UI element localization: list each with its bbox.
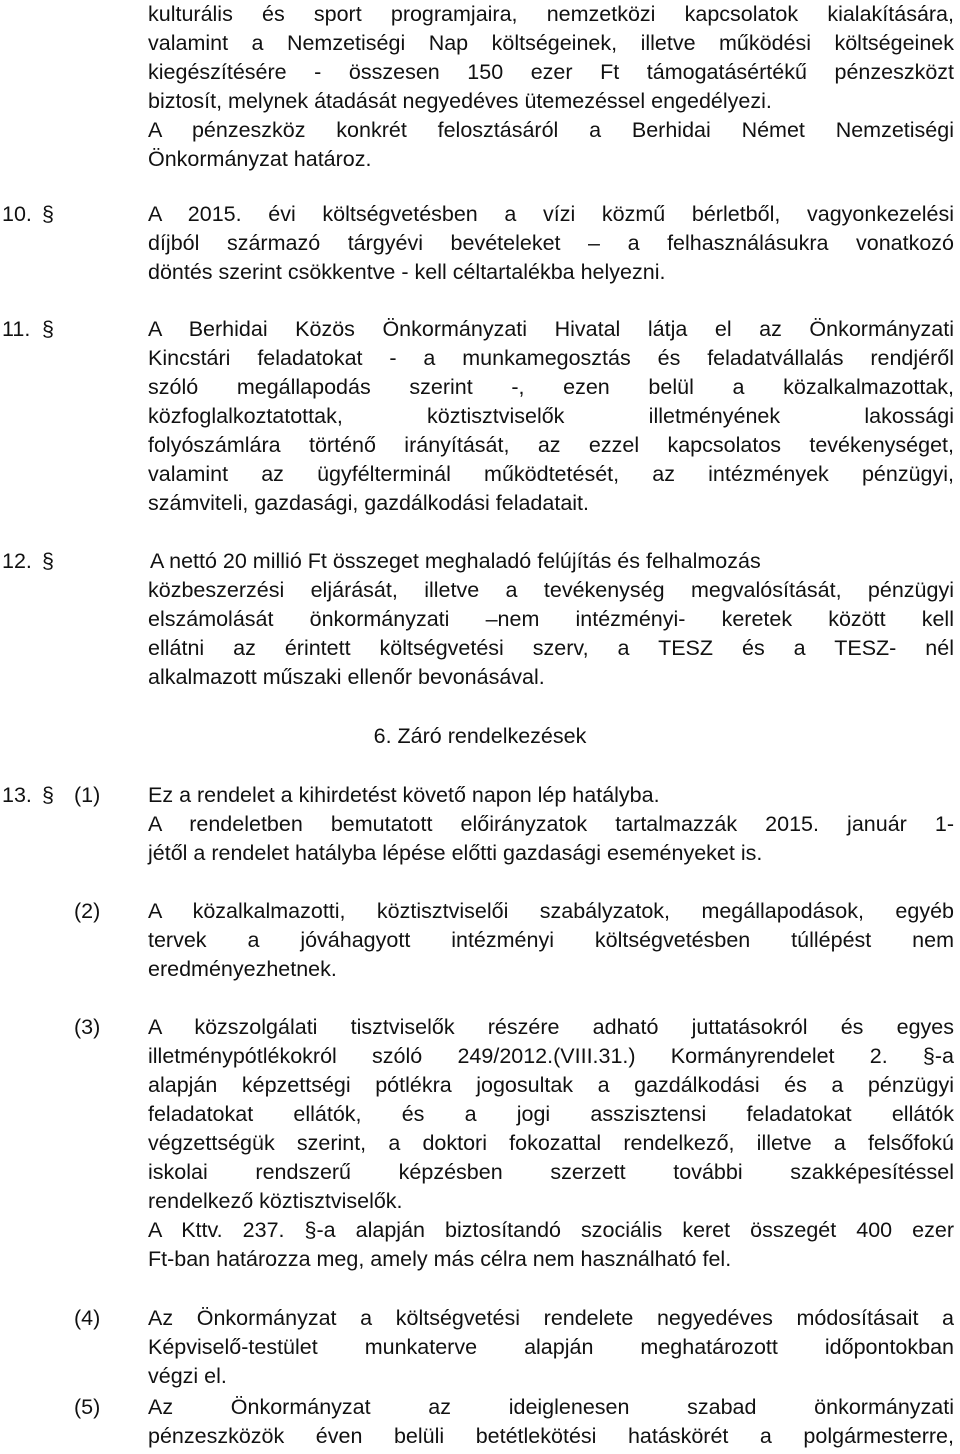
subsection-label: (3) (74, 1015, 101, 1039)
subsection-line: illetménypótlékokról szóló 249/2012.(VIII.31.) Kormányrendelet 2. §-a (148, 1044, 954, 1068)
section-line: szóló megállapodás szerint -, ezen belül a közalkalmazottak, (148, 375, 954, 399)
section-line: ellátni az érintett költségvetési szerv, a TESZ és a TESZ- nél (148, 636, 954, 660)
subsection-line: végzettségük szerint, a doktori fokozattal rendelkező, illetve a felsőfokú (148, 1131, 954, 1155)
section-line: közfoglalkoztatottak, köztisztviselők illetményének lakossági (148, 404, 954, 428)
section-number: 13. (2, 783, 32, 807)
paragraph-sign: § (42, 783, 54, 807)
subsection-label: (5) (74, 1395, 101, 1419)
intro-line: kulturális és sport programjaira, nemzetközi kapcsolatok kialakítására, (148, 2, 954, 26)
subsection-label: (4) (74, 1306, 101, 1330)
subsection-line: A Kttv. 237. §-a alapján biztosítandó szociális keret összegét 400 ezer (148, 1218, 954, 1242)
intro-line: kiegészítésére - összesen 150 ezer Ft támogatásértékű pénzeszközt (148, 60, 954, 84)
subsection-line: A közszolgálati tisztviselők részére adható juttatásokról és egyes (148, 1015, 954, 1039)
section-line: döntés szerint csökkentve - kell céltartalékba helyezni. (148, 260, 666, 284)
section-line: A Berhidai Közös Önkormányzati Hivatal látja el az Önkormányzati (148, 317, 954, 341)
section-number: 10. (2, 202, 32, 226)
section-line: közbeszerzési eljárását, illetve a tevékenység megvalósítását, pénzügyi (148, 578, 954, 602)
chapter-heading: 6. Záró rendelkezések (373, 724, 587, 748)
subsection-line: eredményezhetnek. (148, 957, 337, 981)
intro-line: Önkormányzat határoz. (148, 147, 372, 171)
subsection-line: jétől a rendelet hatályba lépése előtti gazdasági eseményeket is. (148, 841, 763, 865)
section-line: díjból származó tárgyévi bevételeket – a felhasználásukra vonatkozó (148, 231, 954, 255)
paragraph-sign: § (42, 549, 54, 573)
section-line: valamint az ügyfélterminál működtetését, az intézmények pénzügyi, (148, 462, 954, 486)
section-line: A 2015. évi költségvetésben a vízi közmű bérletből, vagyonkezelési (148, 202, 954, 226)
intro-line: valamint a Nemzetiségi Nap költségeinek, illetve működési költségeinek (148, 31, 954, 55)
subsection-line: tervek a jóváhagyott intézményi költségvetésben túllépést nem (148, 928, 954, 952)
subsection-line: A közalkalmazotti, köztisztviselői szabályzatok, megállapodások, egyéb (148, 899, 954, 923)
subsection-label: (1) (74, 783, 101, 807)
subsection-label: (2) (74, 899, 101, 923)
section-number: 12. (2, 549, 32, 573)
section-number: 11. (2, 317, 31, 341)
section-line: folyószámlára történő irányítását, az ezzel kapcsolatos tevékenységet, (148, 433, 954, 457)
paragraph-sign: § (42, 202, 54, 226)
subsection-line: Ez a rendelet a kihirdetést követő napon lép hatályba. (148, 783, 660, 807)
subsection-line: Az Önkormányzat az ideiglenesen szabad önkormányzati (148, 1395, 954, 1419)
section-line: Kincstári feladatokat - a munkamegosztás és feladatvállalás rendjéről (148, 346, 954, 370)
subsection-line: Az Önkormányzat a költségvetési rendelete negyedéves módosításait a (148, 1306, 954, 1330)
subsection-line: rendelkező köztisztviselők. (148, 1189, 403, 1213)
subsection-line: alapján képzettségi pótlékra jogosultak a gazdálkodási és a pénzügyi (148, 1073, 954, 1097)
subsection-line: A rendeletben bemutatott előirányzatok tartalmazzák 2015. január 1- (148, 812, 954, 836)
subsection-line: iskolai rendszerű képzésben szerzett további szakképesítéssel (148, 1160, 954, 1184)
subsection-line: Ft-ban határozza meg, amely más célra nem használható fel. (148, 1247, 732, 1271)
section-line: számviteli, gazdasági, gazdálkodási feladatait. (148, 491, 590, 515)
section-line: alkalmazott műszaki ellenőr bevonásával. (148, 665, 545, 689)
section-line: A nettó 20 millió Ft összeget meghaladó felújítás és felhalmozás (150, 549, 761, 573)
intro-line: biztosít, melynek átadását negyedéves ütemezéssel engedélyezi. (148, 89, 772, 113)
subsection-line: pénzeszközök éven belüli betétlekötési hatáskörét a polgármesterre, (148, 1424, 954, 1448)
section-line: elszámolását önkormányzati –nem intézményi- keretek között kell (148, 607, 954, 631)
subsection-line: feladatokat ellátók, és a jogi asszisztensi feladatokat ellátók (148, 1102, 954, 1126)
intro-line: A pénzeszköz konkrét felosztásáról a Berhidai Német Nemzetiségi (148, 118, 954, 142)
subsection-line: Képviselő-testület munkaterve alapján meghatározott időpontokban (148, 1335, 954, 1359)
subsection-line: végzi el. (148, 1364, 227, 1388)
paragraph-sign: § (42, 317, 54, 341)
